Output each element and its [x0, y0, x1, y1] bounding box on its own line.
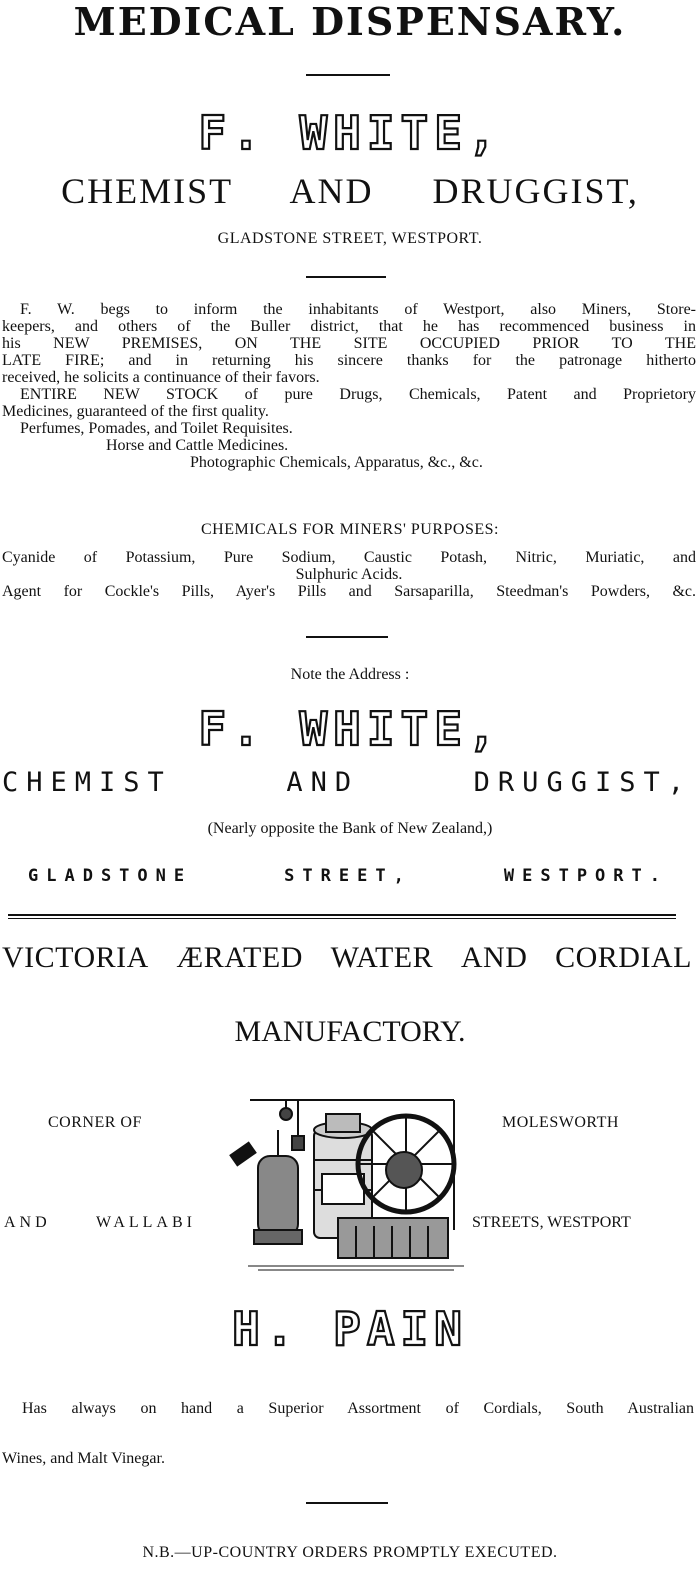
miners-chemicals [2, 549, 696, 600]
address-word: WESTPORT. [503, 866, 668, 886]
title-word: CORDIAL [555, 941, 692, 974]
cordial-title-line2: MANUFACTORY. [234, 1015, 466, 1048]
wallabi-word: WALLABI [96, 1214, 196, 1231]
page-title: MEDICAL DISPENSARY. [73, 0, 627, 44]
text-line: Medicines, guaranteed of the first quality. [2, 403, 269, 420]
title-word: WATER [330, 941, 434, 974]
corner-right: MOLESWORTH [502, 1114, 619, 1131]
trade-word: CHEMIST [2, 767, 172, 798]
trade-word: CHEMIST [61, 171, 233, 211]
text-line: keepers, and others of the Buller district, that he has recommenced business in [2, 318, 696, 335]
chemist-name: F. WHITE, [198, 106, 502, 160]
text-line: Sulphuric Acids. [295, 566, 403, 583]
section-divider [8, 914, 676, 916]
proprietor-name: H. PAIN [232, 1302, 468, 1356]
divider [306, 74, 390, 76]
steam-engine-illustration [228, 1090, 472, 1276]
trade-word: AND [289, 171, 374, 211]
text-line: Has always on hand a Superior Assortment of Cordials, South Australian [22, 1400, 694, 1417]
address-word: STREET, [284, 866, 412, 886]
chemist-address: GLADSTONE STREET, WESTPORT. [217, 230, 483, 247]
title-word: AND [460, 941, 528, 974]
cordial-title [2, 938, 692, 978]
text-line: LATE FIRE; and in returning his sincere thanks for the patronage hitherto [2, 352, 696, 369]
chemist-trade-line [0, 170, 700, 212]
footer-note: N.B.—UP-COUNTRY ORDERS PROMPTLY EXECUTED. [142, 1544, 558, 1561]
text-line: Horse and Cattle Medicines. [106, 437, 289, 454]
text-line: Wines, and Malt Vinegar. [2, 1450, 165, 1467]
title-word: VICTORIA [2, 941, 149, 974]
text-line: his NEW PREMISES, ON THE SITE OCCUPIED PRIOR TO THE [2, 335, 696, 352]
text-line: received, he solicits a continuance of their favors. [2, 369, 320, 386]
divider [306, 1502, 388, 1504]
and-word: AND [4, 1214, 51, 1231]
corner-left: CORNER OF [48, 1114, 142, 1131]
note-address: Note the Address : [290, 666, 410, 683]
text-line: Photographic Chemicals, Apparatus, &c., &c. [190, 454, 483, 471]
miners-heading: CHEMICALS FOR MINERS' PURPOSES: [200, 521, 499, 538]
chemist-name-repeat: F. WHITE, [198, 702, 502, 756]
address-word: GLADSTONE [28, 866, 193, 886]
chemist-address-repeat [28, 866, 668, 886]
text-line: F. W. begs to inform the inhabitants of Westport, also Miners, Store- [20, 301, 696, 318]
trade-word: DRUGGIST, [432, 171, 639, 211]
chemist-trade-line-repeat [2, 766, 692, 800]
trade-word: DRUGGIST, [473, 767, 692, 798]
trade-word: AND [286, 767, 360, 798]
location-note: (Nearly opposite the Bank of New Zealand,) [207, 820, 493, 837]
streets-westport: STREETS, WESTPORT [472, 1214, 631, 1231]
cordial-stock-text [22, 1400, 694, 1417]
section-divider [8, 918, 676, 919]
text-line: Cyanide of Potassium, Pure Sodium, Caustic Potash, Nitric, Muriatic, and [2, 549, 696, 566]
text-line: Perfumes, Pomades, and Toilet Requisites. [20, 420, 293, 437]
title-word: ÆRATED [176, 941, 303, 974]
text-line: Agent for Cockle's Pills, Ayer's Pills and Sarsaparilla, Steedman's Powders, &c. [2, 583, 696, 600]
divider [306, 636, 388, 638]
divider [306, 276, 386, 278]
announcement-paragraph [2, 301, 696, 471]
text-line: ENTIRE NEW STOCK of pure Drugs, Chemicals, Patent and Proprietory [20, 386, 696, 403]
